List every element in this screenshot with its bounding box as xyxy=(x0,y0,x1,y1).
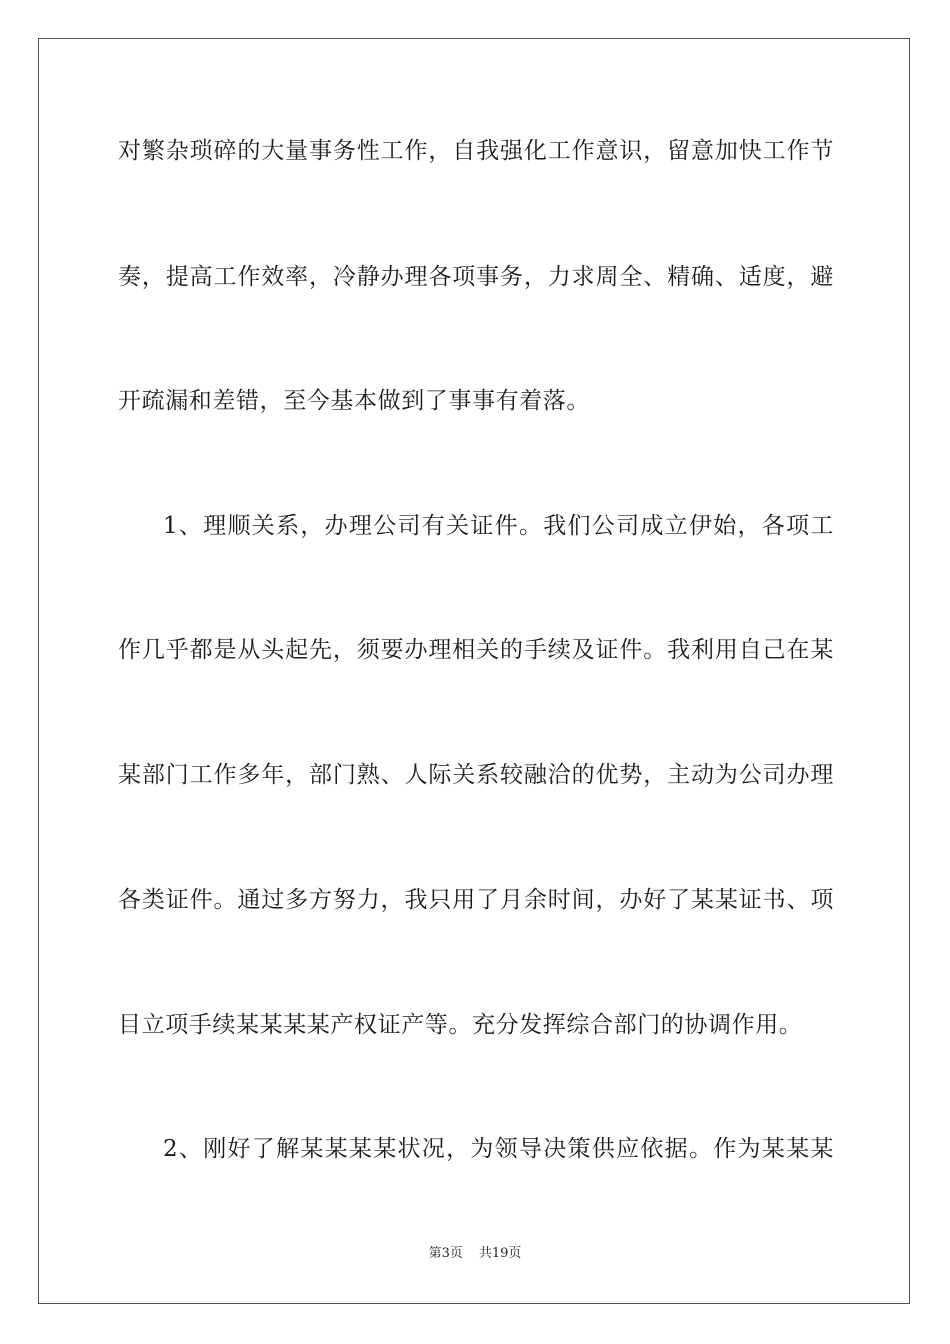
paragraph-line: 作几乎都是从头起先，须要办理相关的手续及证件。我利用自己在某 xyxy=(118,637,834,663)
paragraph-line: 各类证件。通过多方努力，我只用了月余时间，办好了某某证书、项 xyxy=(118,887,834,913)
paragraph-line: 奏，提高工作效率，冷静办理各项事务，力求周全、精确、适度，避 xyxy=(118,264,834,290)
paragraph-line: 目立项手续某某某某产权证产等。充分发挥综合部门的协调作用。 xyxy=(118,1012,803,1038)
page-total: 共19页 xyxy=(478,1246,522,1261)
page-border xyxy=(38,38,910,1304)
paragraph-line: 某部门工作多年，部门熟、人际关系较融洽的优势，主动为公司办理 xyxy=(118,762,834,788)
paragraph-line: 对繁杂琐碎的大量事务性工作，自我强化工作意识，留意加快工作节 xyxy=(118,138,834,164)
page-number: 第3页 xyxy=(428,1246,463,1261)
paragraph-line: 开疏漏和差错，至今基本做到了事事有着落。 xyxy=(118,388,590,414)
page-footer xyxy=(0,1244,950,1264)
paragraph-line: 1、理顺关系，办理公司有关证件。我们公司成立伊始，各项工 xyxy=(163,513,834,539)
paragraph-line: 2、刚好了解某某某某状况，为领导决策供应依据。作为某某某 xyxy=(163,1136,834,1162)
